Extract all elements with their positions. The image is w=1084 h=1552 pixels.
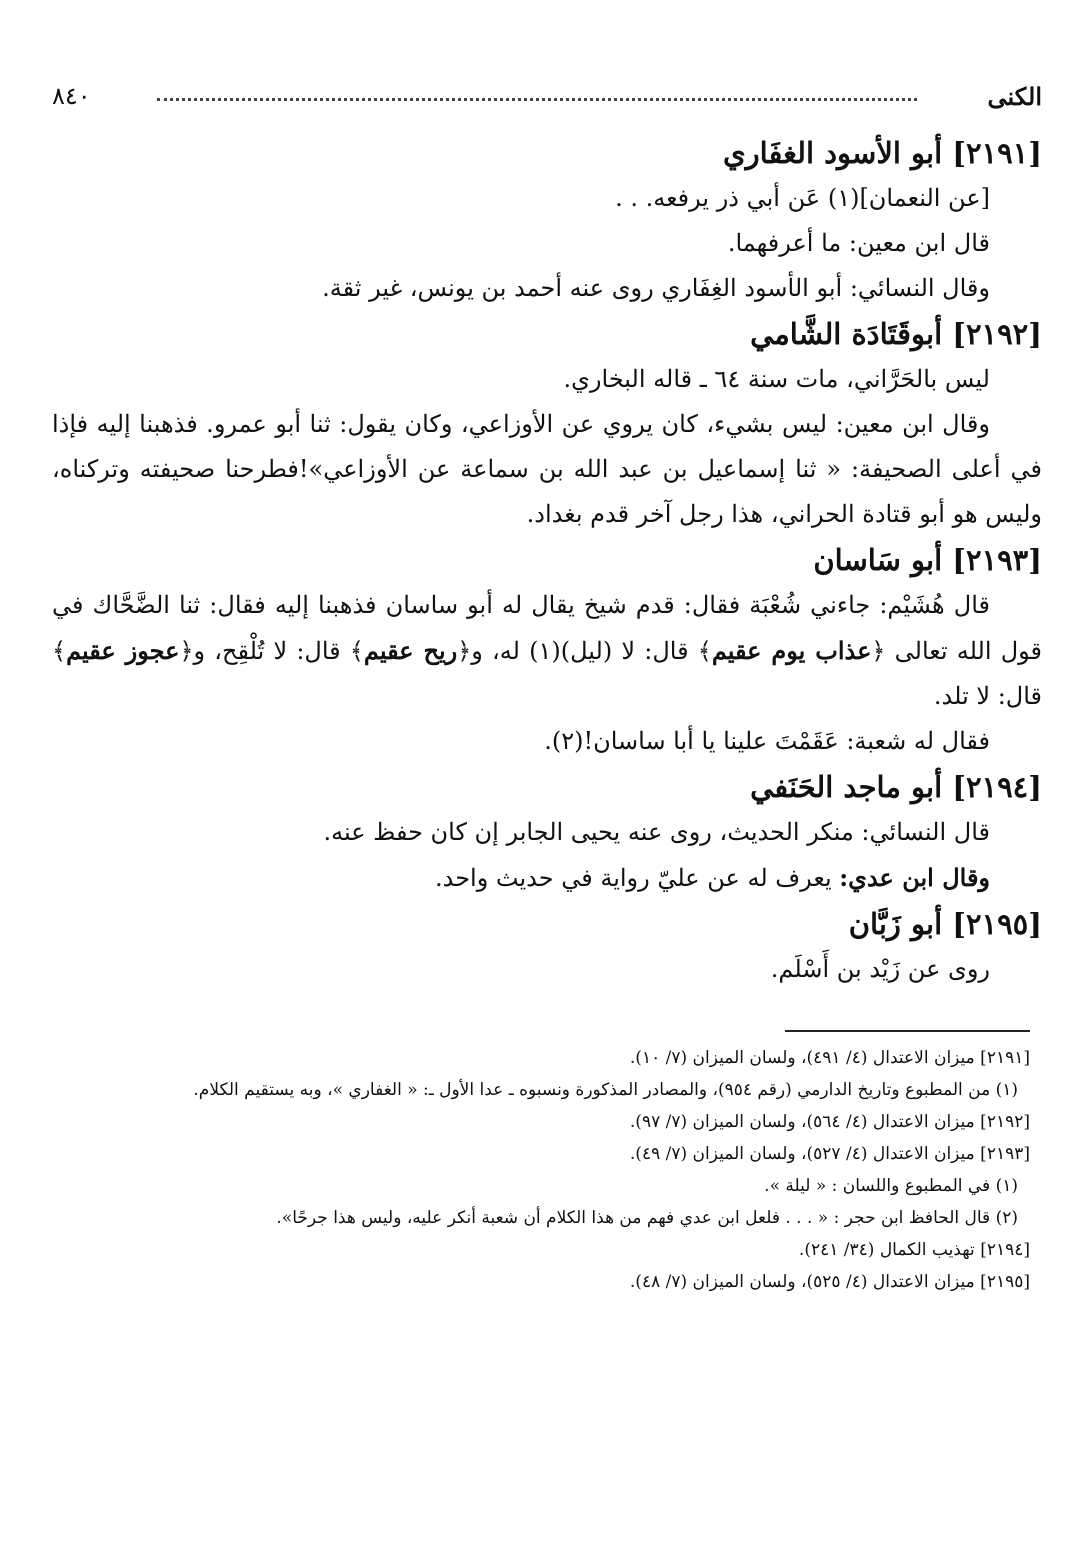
footnote-divider (785, 1030, 1030, 1032)
entry-2194 (52, 764, 1042, 901)
entry-2192 (52, 311, 1042, 537)
entry-line: فقال له شعبة: عَقَمْتَ علينا يا أبا ساسان!(٢). (544, 727, 990, 755)
entry-line: قال النسائي: منكر الحديث، روى عنه يحيى الجابر إن كان حفظ عنه. (323, 818, 990, 846)
entry-line: قال ابن معين: ما أعرفهما. (727, 229, 990, 257)
entry-text: ﴾ قال: لا تُلْقِح، و﴿ (179, 637, 364, 665)
footnote: (١) في المطبوع واللسان : « ليلة ». (764, 1176, 1018, 1196)
entry-2195 (52, 901, 1042, 992)
entry-title: [٢١٩١] أبو الأسود الغفَاري (722, 136, 1042, 170)
page-number: ٨٤٠ (52, 82, 91, 110)
entry-line: وقال النسائي: أبو الأسود الغِفَاري روى عنه أحمد بن يونس، غير ثقة. (322, 274, 990, 302)
footnote: [٢١٩٥] ميزان الاعتدال (٤/ ٥٢٥)، ولسان الميزان (٧/ ٤٨). (629, 1272, 1030, 1292)
entry-text: قال هُشَيْم: جاءني شُعْبَة فقال: قدم شيخ يقال له أبو ساسان فذهبنا إليه فقال: ثنا الضَّحَّاك في قول الله تعالى ﴿ (52, 591, 1042, 665)
entry-title: [٢١٩٥] أبو زَبَّان (848, 907, 1042, 941)
footnote: (٢) قال الحافظ ابن حجر : « . . . فلعل ابن عدي فهم من هذا الكلام أن شعبة أنكر عليه، وليس هذا جرحًا». (276, 1208, 1018, 1228)
entry-2193 (52, 537, 1042, 764)
quran-quote: عجوز عقيم (66, 636, 180, 665)
entry-line: [عن النعمان](١) عَن أبي ذر يرفعه. . . (615, 184, 990, 212)
entry-title: [٢١٩٤] أبو ماجد الحَنَفي (750, 770, 1042, 804)
entry-2191 (52, 130, 1042, 311)
footnote: [٢١٩٤] تهذيب الكمال (٣٤/ ٢٤١). (798, 1240, 1030, 1260)
entry-title: [٢١٩٢] أبوقَتَادَة الشَّامي (750, 317, 1042, 351)
header-divider (157, 98, 917, 101)
page-header (52, 70, 1042, 130)
entry-text: يعرف له عن عليّ رواية في حديث واحد. (434, 864, 840, 892)
footnote: [٢١٩٣] ميزان الاعتدال (٤/ ٥٢٧)، ولسان الميزان (٧/ ٤٩). (629, 1144, 1030, 1164)
footnotes (52, 1042, 1042, 1298)
entry-line: روى عن زَيْد بن أَسْلَم. (770, 955, 990, 983)
entry-line (52, 855, 1042, 901)
footnote: [٢١٩٢] ميزان الاعتدال (٤/ ٥٦٤)، ولسان الميزان (٧/ ٩٧). (629, 1112, 1030, 1132)
footnote: (١) من المطبوع وتاريخ الدارمي (رقم ٩٥٤)، والمصادر المذكورة ونسبوه ـ عدا الأول ـ: « الغفاري »، وبه يستقيم الكلام. (193, 1080, 1018, 1100)
entry-title: [٢١٩٣] أبو سَاسان (813, 543, 1042, 577)
book-page (52, 70, 1042, 1298)
bold-lead: وقال ابن عدي: (839, 863, 990, 892)
running-title: الكنى (987, 82, 1042, 111)
quran-quote: ريح عقيم (363, 636, 458, 665)
entry-paragraph (52, 583, 1042, 719)
quran-quote: عذاب يوم عقيم (711, 636, 872, 665)
entry-line: ليس بالحَرَّاني، مات سنة ٦٤ ـ قاله البخاري. (563, 365, 990, 393)
footnote: [٢١٩١] ميزان الاعتدال (٤/ ٤٩١)، ولسان الميزان (٧/ ١٠). (629, 1048, 1030, 1068)
entry-paragraph: وقال ابن معين: ليس بشيء، كان يروي عن الأوزاعي، وكان يقول: ثنا أبو عمرو. فذهبنا إليه فإذا في أعلى الصحيفة: « ثنا إسماعيل بن عبد الله بن سماعة عن الأوزاعي»!فطرحنا صحيفته وتركناه، وليس هو أبو قتادة الحراني، هذا رجل آخر قدم بغداد. (52, 410, 1042, 528)
entry-text: ﴾ قال: لا تلد. (52, 637, 1042, 710)
entry-text: ﴾ قال: لا (ليل)(١) له، و﴿ (457, 637, 712, 665)
